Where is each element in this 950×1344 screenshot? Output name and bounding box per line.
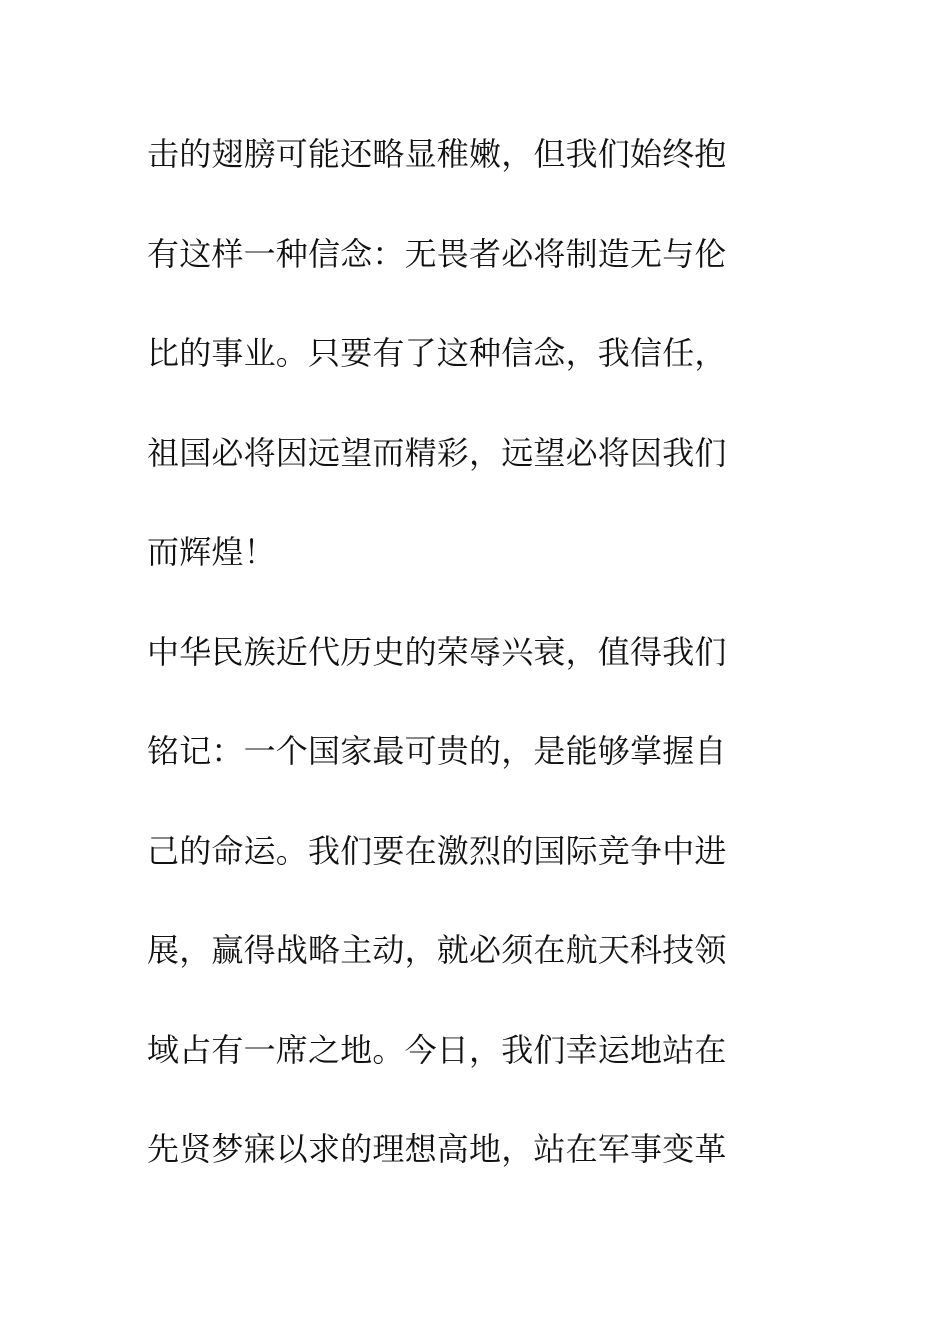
- text-line: 比的事业。只要有了这种信念，我信任，: [147, 334, 727, 372]
- text-line: 中华民族近代历史的荣辱兴衰，值得我们: [147, 632, 727, 671]
- text-line: 先贤梦寐以求的理想高地，站在军事变革: [147, 1130, 727, 1168]
- text-line: 展，赢得战略主动，就必须在航天科技领: [147, 931, 727, 969]
- text-line: 祖国必将因远望而精彩，远望必将因我们: [147, 433, 727, 472]
- text-line: 域占有一席之地。今日，我们幸运地站在: [147, 1030, 727, 1069]
- text-line: 而辉煌！: [147, 533, 276, 571]
- body-text: [147, 123, 787, 1218]
- text-line: 击的翅膀可能还略显稚嫩，但我们始终抱: [147, 135, 727, 173]
- text-line: 有这样一种信念：无畏者必将制造无与伦: [147, 234, 727, 273]
- text-line: 铭记：一个国家最可贵的，是能够掌握自: [147, 732, 727, 770]
- text-line: 己的命运。我们要在激烈的国际竞争中进: [147, 831, 727, 870]
